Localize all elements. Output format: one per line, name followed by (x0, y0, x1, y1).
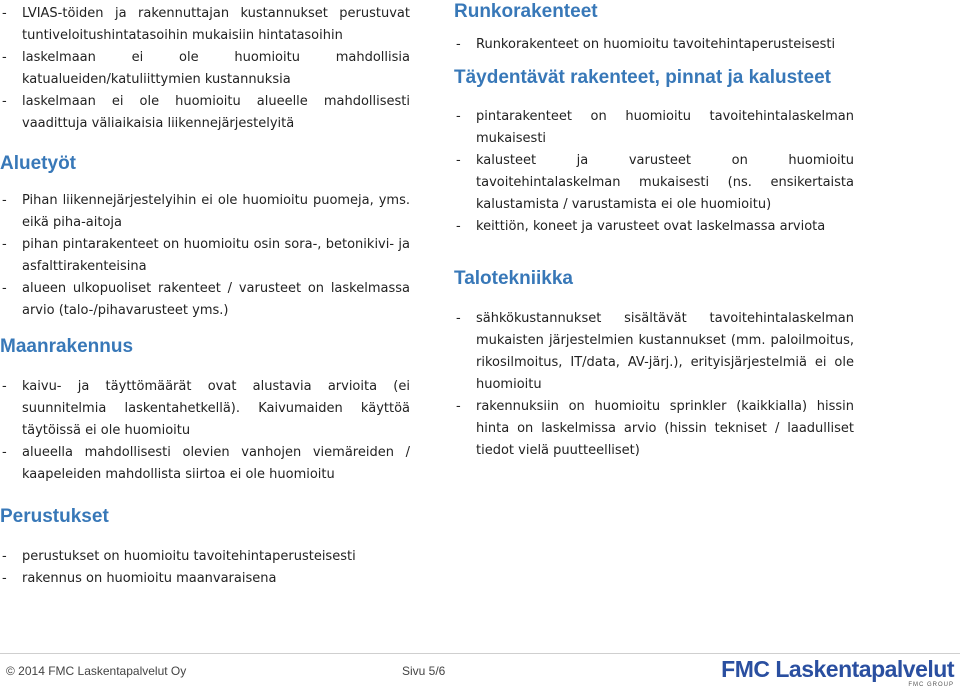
footer-divider (0, 653, 960, 654)
list-item: - LVIAS-töiden ja rakennuttajan kustannukset perustuvat tuntiveloitushintatasoihin mukaisiin hintatasoihin (0, 3, 410, 47)
section-heading-runkorakenteet: Runkorakenteet (454, 1, 598, 22)
aluetyot-list (0, 190, 410, 322)
footer-copyright: © 2014 FMC Laskentapalvelut Oy (6, 664, 187, 678)
taydentavat-list (454, 106, 854, 238)
left-column (0, 0, 410, 590)
list-item: - alueen ulkopuoliset rakenteet / varusteet on laskelmassa arvio (talo-/pihavarusteet yms.) (0, 278, 410, 322)
list-item: - kaivu- ja täyttömäärät ovat alustavia arvioita (ei suunnitelmia laskentahetkellä). Kaivumaiden käyttöä täytöissä ei ole huomioitu (0, 376, 410, 442)
maanrakennus-list (0, 376, 410, 486)
list-item: - Pihan liikennejärjestelyihin ei ole huomioitu puomeja, yms. eikä piha-aitoja (0, 190, 410, 234)
runkorakenteet-list (454, 34, 854, 56)
section-heading-aluetyot: Aluetyöt (0, 153, 76, 174)
footer-page-number: Sivu 5/6 (402, 664, 446, 678)
talotekniikka-list (454, 308, 854, 462)
list-item: - laskelmaan ei ole huomioitu alueelle mahdollisesti vaadittuja väliaikaisia liikennejärjestelyitä (0, 91, 410, 135)
right-column (454, 0, 854, 462)
section-heading-taydentavat: Täydentävät rakenteet, pinnat ja kalusteet (454, 67, 831, 88)
list-item: - pintarakenteet on huomioitu tavoitehintalaskelman mukaisesti (454, 106, 854, 150)
logo-group-label: FMC GROUP (908, 682, 954, 688)
section-heading-maanrakennus: Maanrakennus (0, 336, 134, 357)
list-item: - laskelmaan ei ole huomioitu mahdollisia katualueiden/katuliittymien kustannuksia (0, 47, 410, 91)
list-item: - alueella mahdollisesti olevien vanhojen viemäreiden / kaapeleiden mahdollista siirtoa ei ole huomioitu (0, 442, 410, 486)
list-item: - pihan pintarakenteet on huomioitu osin sora-, betonikivi- ja asfalttirakenteisina (0, 234, 410, 278)
logo-wordmark: FMC Laskentapalvelut (721, 656, 954, 682)
list-item: - perustukset on huomioitu tavoitehintaperusteisesti (0, 546, 410, 568)
list-item: - rakennuksiin on huomioitu sprinkler (kaikkialla) hissin hinta on laskelmissa arvio (hissin tekniset / laadulliset tiedot vielä puutteelliset) (454, 396, 854, 462)
list-item: - kalusteet ja varusteet on huomioitu tavoitehintalaskelman mukaisesti (ns. ensikertaista kalustamista / varustamista ei ole huomioitu) (454, 150, 854, 216)
list-item: - sähkökustannukset sisältävät tavoitehintalaskelman mukaisten järjestelmien kustannukset (mm. paloilmoitus, rikosilmoitus, IT/data, AV-järj.), erityisjärjestelmiä ei ole huomioitu (454, 308, 854, 396)
list-item: - rakennus on huomioitu maanvaraisena (0, 568, 410, 590)
perustukset-list (0, 546, 410, 590)
section-heading-talotekniikka: Talotekniikka (454, 268, 573, 289)
section-heading-perustukset: Perustukset (0, 506, 109, 527)
company-logo (721, 657, 954, 689)
intro-list (0, 3, 410, 135)
list-item: - keittiön, koneet ja varusteet ovat laskelmassa arviota (454, 216, 854, 238)
list-item: - Runkorakenteet on huomioitu tavoitehintaperusteisesti (454, 34, 854, 56)
